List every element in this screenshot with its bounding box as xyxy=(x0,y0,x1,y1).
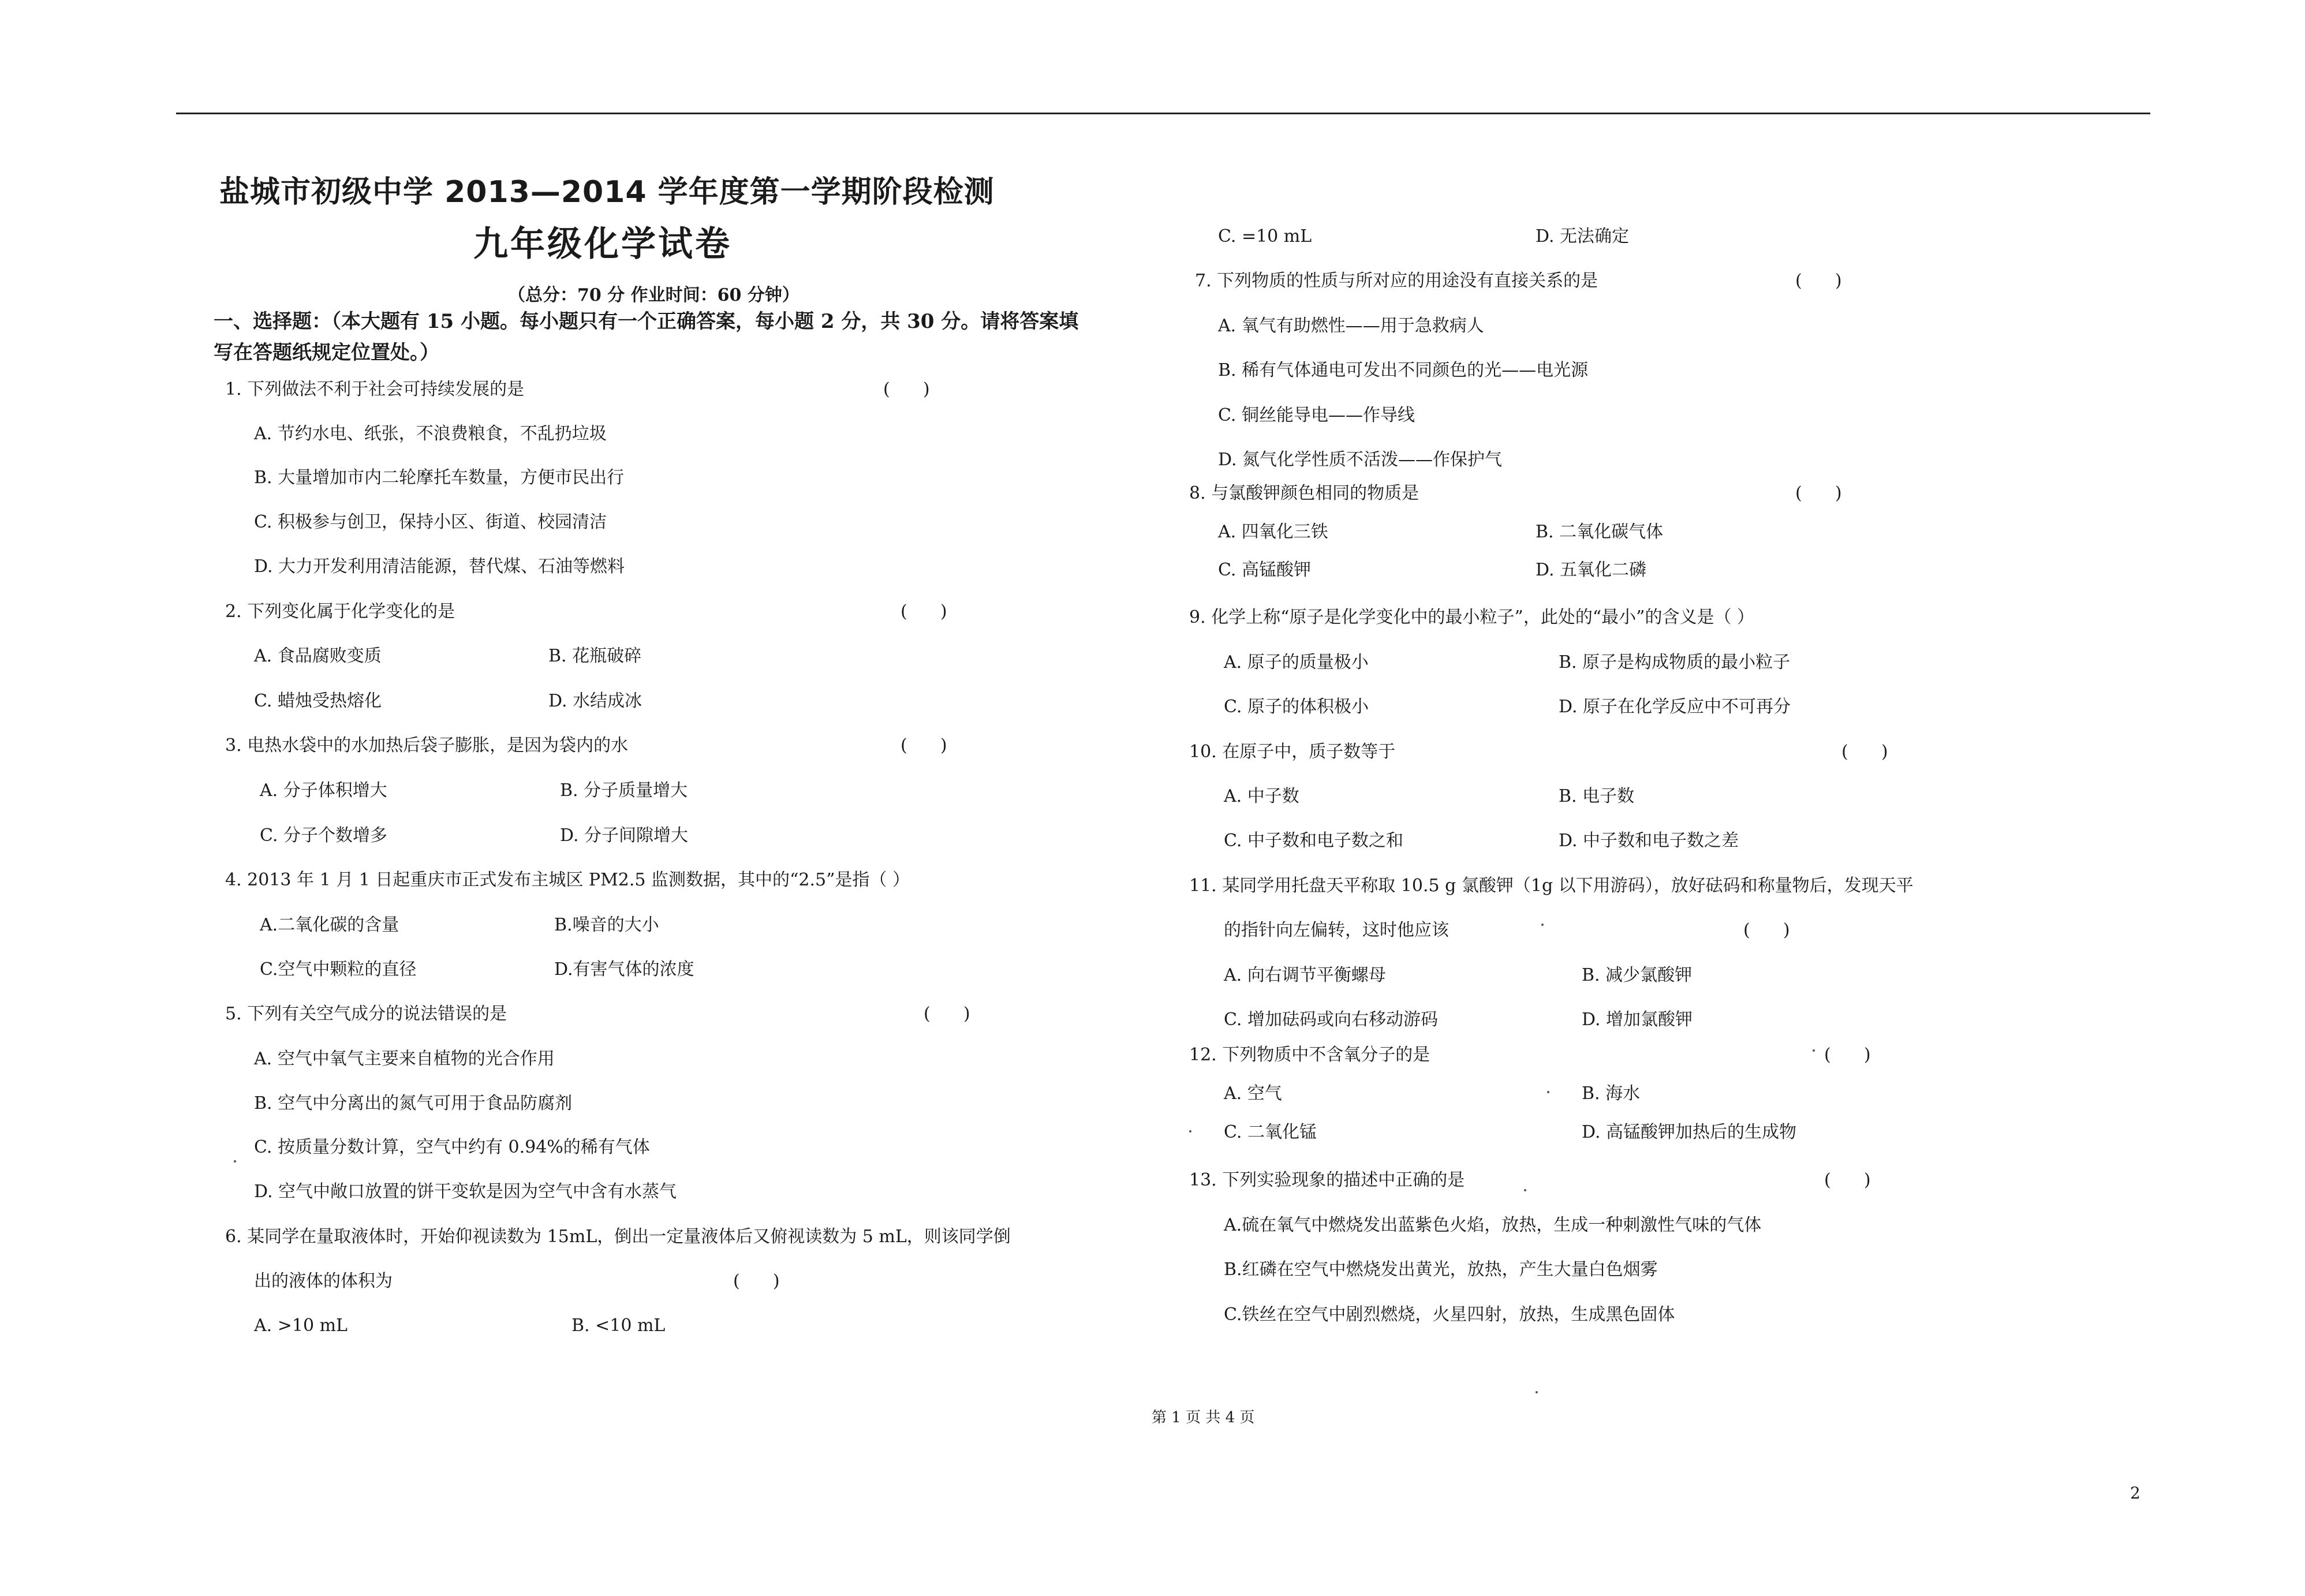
page-footer: 第 1 页 共 4 页 xyxy=(1152,1409,1255,1426)
option-b: B. 减少氯酸钾 xyxy=(1582,965,1693,985)
answer-blank[interactable]: ( ) xyxy=(1795,483,1842,503)
scan-speck xyxy=(1536,1391,1538,1393)
option-c: C. 铜丝能导电——作导线 xyxy=(1218,405,1415,425)
question-stem: 3. 电热水袋中的水加热后袋子膨胀，是因为袋内的水 xyxy=(225,735,629,756)
option-c: C.铁丝在空气中剧烈燃烧，火星四射，放热，生成黑色固体 xyxy=(1224,1305,1675,1325)
option-b: B.红磷在空气中燃烧发出黄光，放热，产生大量白色烟雾 xyxy=(1224,1259,1658,1280)
scan-speck xyxy=(1547,1091,1549,1093)
option-d: D. 空气中敞口放置的饼干变软是因为空气中含有水蒸气 xyxy=(254,1182,677,1202)
option-c: C.空气中颗粒的直径 xyxy=(260,959,417,980)
option-c: C. 增加砝码或向右移动游码 xyxy=(1224,1010,1438,1030)
option-c: C. 原子的体积极小 xyxy=(1224,697,1369,717)
question-stem: 11. 某同学用托盘天平称取 10.5 g 氯酸钾（1g 以下用游码），放好砝码和称量物后，发现天平 xyxy=(1189,876,1914,896)
option-a: A. 节约水电、纸张，不浪费粮食，不乱扔垃圾 xyxy=(254,424,607,444)
option-b: B. 二氧化碳气体 xyxy=(1536,522,1664,542)
option-d: D. 无法确定 xyxy=(1536,226,1630,246)
question-stem: 12. 下列物质中不含氧分子的是 xyxy=(1189,1045,1430,1065)
option-b: B. 大量增加市内二轮摩托车数量，方便市民出行 xyxy=(254,468,625,488)
option-d: D. 氮气化学性质不活泼——作保护气 xyxy=(1218,450,1503,470)
question-stem: 8. 与氯酸钾颜色相同的物质是 xyxy=(1189,483,1419,503)
section-heading: 一、选择题：（本大题有 15 小题。每小题只有一个正确答案，每小题 2 分，共 30 分。请将答案填写在答题纸规定位置处。） xyxy=(214,310,1079,364)
question-stem: 6. 某同学在量取液体时，开始仰视读数为 15mL，倒出一定量液体后又俯视读数为 5 mL，则该同学倒 xyxy=(225,1227,1011,1247)
option-c: C. 蜡烛受热熔化 xyxy=(254,691,382,711)
option-a: A. 空气 xyxy=(1224,1083,1282,1104)
answer-blank[interactable]: ( ) xyxy=(1824,1170,1871,1190)
answer-blank[interactable]: ( ) xyxy=(883,379,930,399)
exam-subtitle: 九年级化学试卷 xyxy=(473,224,732,264)
answer-blank[interactable]: ( ) xyxy=(924,1004,970,1024)
question-stem: 7. 下列物质的性质与所对应的用途没有直接关系的是 xyxy=(1195,271,1598,291)
answer-blank[interactable]: ( ) xyxy=(1824,1045,1871,1065)
option-b: B. 原子是构成物质的最小粒子 xyxy=(1559,652,1791,672)
option-d: D. 增加氯酸钾 xyxy=(1582,1010,1693,1030)
score-info: （总分：70 分 作业时间：60 分钟） xyxy=(508,285,800,305)
option-d: D. 水结成冰 xyxy=(548,691,642,711)
option-c: C. 分子个数增多 xyxy=(260,825,387,846)
scan-speck xyxy=(1813,1049,1815,1052)
answer-blank[interactable]: ( ) xyxy=(1841,742,1888,762)
question-stem: 13. 下列实验现象的描述中正确的是 xyxy=(1189,1170,1465,1190)
option-b: B. 电子数 xyxy=(1559,786,1635,806)
answer-blank[interactable]: ( ) xyxy=(901,601,947,622)
option-a: A. 原子的质量极小 xyxy=(1224,652,1369,672)
scan-speck xyxy=(1524,1189,1526,1191)
question-stem: 10. 在原子中，质子数等于 xyxy=(1189,742,1396,762)
scan-speck xyxy=(1189,1130,1191,1132)
option-d: D. 高锰酸钾加热后的生成物 xyxy=(1582,1122,1797,1142)
question-stem-continued: 出的液体的体积为 xyxy=(254,1271,393,1291)
exam-title: 盐城市初级中学 2013—2014 学年度第一学期阶段检测 xyxy=(219,175,995,210)
option-d: D. 分子间隙增大 xyxy=(560,825,689,846)
option-d: D. 大力开发利用清洁能源，替代煤、石油等燃料 xyxy=(254,556,625,577)
option-c: C. 高锰酸钾 xyxy=(1218,560,1311,580)
option-d: D. 原子在化学反应中不可再分 xyxy=(1559,697,1791,717)
scan-speck xyxy=(1541,924,1544,926)
option-b: B.噪音的大小 xyxy=(554,915,659,935)
option-b: B. 稀有气体通电可发出不同颜色的光——电光源 xyxy=(1218,360,1589,380)
option-b: B. <10 mL xyxy=(571,1315,666,1336)
option-c: C. =10 mL xyxy=(1218,226,1312,246)
option-d: D. 五氧化二磷 xyxy=(1536,560,1647,580)
option-c: C. 积极参与创卫，保持小区、街道、校园清洁 xyxy=(254,512,607,532)
top-rule xyxy=(176,113,2150,114)
option-c: C. 中子数和电子数之和 xyxy=(1224,831,1403,851)
question-stem-continued: 的指针向左偏转，这时他应该 xyxy=(1224,920,1449,940)
option-c: C. 二氧化锰 xyxy=(1224,1122,1317,1142)
question-stem: 1. 下列做法不利于社会可持续发展的是 xyxy=(225,379,525,399)
scan-speck xyxy=(234,1160,236,1163)
option-a: A. 中子数 xyxy=(1224,786,1299,806)
option-b: B. 海水 xyxy=(1582,1083,1641,1104)
answer-blank[interactable]: ( ) xyxy=(1795,271,1842,291)
option-a: A.硫在氧气中燃烧发出蓝紫色火焰，放热，生成一种刺激性气味的气体 xyxy=(1224,1215,1762,1235)
answer-blank[interactable]: ( ) xyxy=(901,735,947,756)
option-c: C. 按质量分数计算，空气中约有 0.94%的稀有气体 xyxy=(254,1137,650,1157)
option-a: A.二氧化碳的含量 xyxy=(260,915,399,935)
option-d: D. 中子数和电子数之差 xyxy=(1559,831,1739,851)
option-b: B. 空气中分离出的氮气可用于食品防腐剂 xyxy=(254,1093,573,1113)
question-stem: 5. 下列有关空气成分的说法错误的是 xyxy=(225,1004,507,1024)
question-stem: 4. 2013 年 1 月 1 日起重庆市正式发布主城区 PM2.5 监测数据，其中的“2.5”是指（ ） xyxy=(225,870,910,890)
option-a: A. 空气中氧气主要来自植物的光合作用 xyxy=(254,1049,555,1069)
option-a: A. 食品腐败变质 xyxy=(254,646,382,666)
answer-blank[interactable]: ( ) xyxy=(1743,920,1790,940)
option-a: A. >10 mL xyxy=(254,1315,348,1336)
option-b: B. 花瓶破碎 xyxy=(548,646,642,666)
option-a: A. 四氧化三铁 xyxy=(1218,522,1328,542)
option-b: B. 分子质量增大 xyxy=(560,780,688,801)
answer-blank[interactable]: ( ) xyxy=(733,1271,780,1291)
page-number: 2 xyxy=(2130,1483,2140,1502)
option-d: D.有害气体的浓度 xyxy=(554,959,694,980)
question-stem: 9. 化学上称“原子是化学变化中的最小粒子”，此处的“最小”的含义是（ ） xyxy=(1189,607,1755,627)
option-a: A. 向右调节平衡螺母 xyxy=(1224,965,1386,985)
option-a: A. 氧气有助燃性——用于急救病人 xyxy=(1218,316,1484,336)
option-a: A. 分子体积增大 xyxy=(260,780,387,801)
question-stem: 2. 下列变化属于化学变化的是 xyxy=(225,601,455,622)
